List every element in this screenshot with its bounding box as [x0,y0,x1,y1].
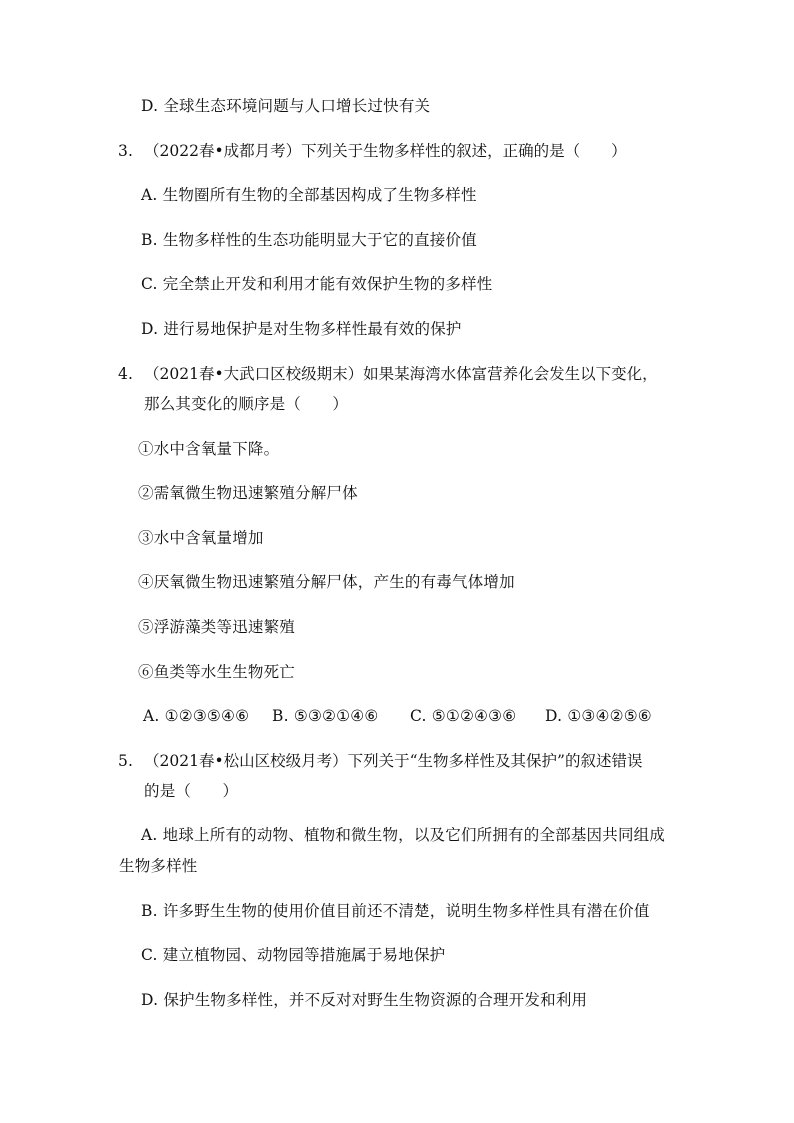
q4-item-4: ④厌氧微生物迅速繁殖分解尸体，产生的有毒气体增加 [138,573,515,591]
q3-stem [118,140,627,162]
q5-option-c: C. 建立植物园、动物园等措施属于易地保护 [141,946,446,964]
q5-option-a-line2: 生物多样性 [119,857,198,875]
q4-option-b: B. ⑤③②①④⑥ [272,707,379,725]
q3-stem-text: （2022春•成都月考）下列关于生物多样性的叙述，正确的是（ ） [144,142,627,160]
q5-stem-line1 [118,750,642,772]
q5-option-a-line1: A. 地球上所有的动物、植物和微生物，以及它们所拥有的全部基因共同组成 [141,826,666,844]
q4-stem-line1 [118,363,658,385]
q3-option-a: A. 生物圈所有生物的全部基因构成了生物多样性 [141,186,477,204]
q4-option-d: D. ①③④②⑤⑥ [545,707,652,725]
q5-option-d: D. 保护生物多样性，并不反对对野生生物资源的合理开发和利用 [141,991,588,1009]
q4-stem-line2: 那么其变化的顺序是（ ） [144,395,349,413]
q4-stem-text: （2021春•大武口区校级期末）如果某海湾水体富营养化会发生以下变化， [144,365,658,383]
q5-stem-text: （2021春•松山区校级月考）下列关于“生物多样性及其保护”的叙述错误 [144,752,643,770]
q4-item-3: ③水中含氧量增加 [138,529,264,547]
q4-option-a: A. ①②③⑤④⑥ [143,707,250,725]
q4-option-c: C. ⑤①②④③⑥ [410,707,517,725]
q3-number: 3. [118,142,134,160]
q3-option-b: B. 生物多样性的生态功能明显大于它的直接价值 [141,231,477,249]
q5-stem-line2: 的是（ ） [144,782,239,800]
q5-number: 5. [118,752,134,770]
q3-option-d: D. 进行易地保护是对生物多样性最有效的保护 [141,320,462,338]
q4-item-1: ①水中含氧量下降。 [138,440,280,458]
q4-number: 4. [118,365,134,383]
q4-item-2: ②需氧微生物迅速繁殖分解尸体 [138,484,358,502]
q4-item-5: ⑤浮游藻类等迅速繁殖 [138,618,296,636]
q3-option-c: C. 完全禁止开发和利用才能有效保护生物的多样性 [141,275,493,293]
q4-item-6: ⑥鱼类等水生生物死亡 [138,663,296,681]
q5-option-b: B. 许多野生生物的使用价值目前还不清楚，说明生物多样性具有潜在价值 [141,902,650,920]
q2-option-d: D. 全球生态环境问题与人口增长过快有关 [141,97,431,115]
